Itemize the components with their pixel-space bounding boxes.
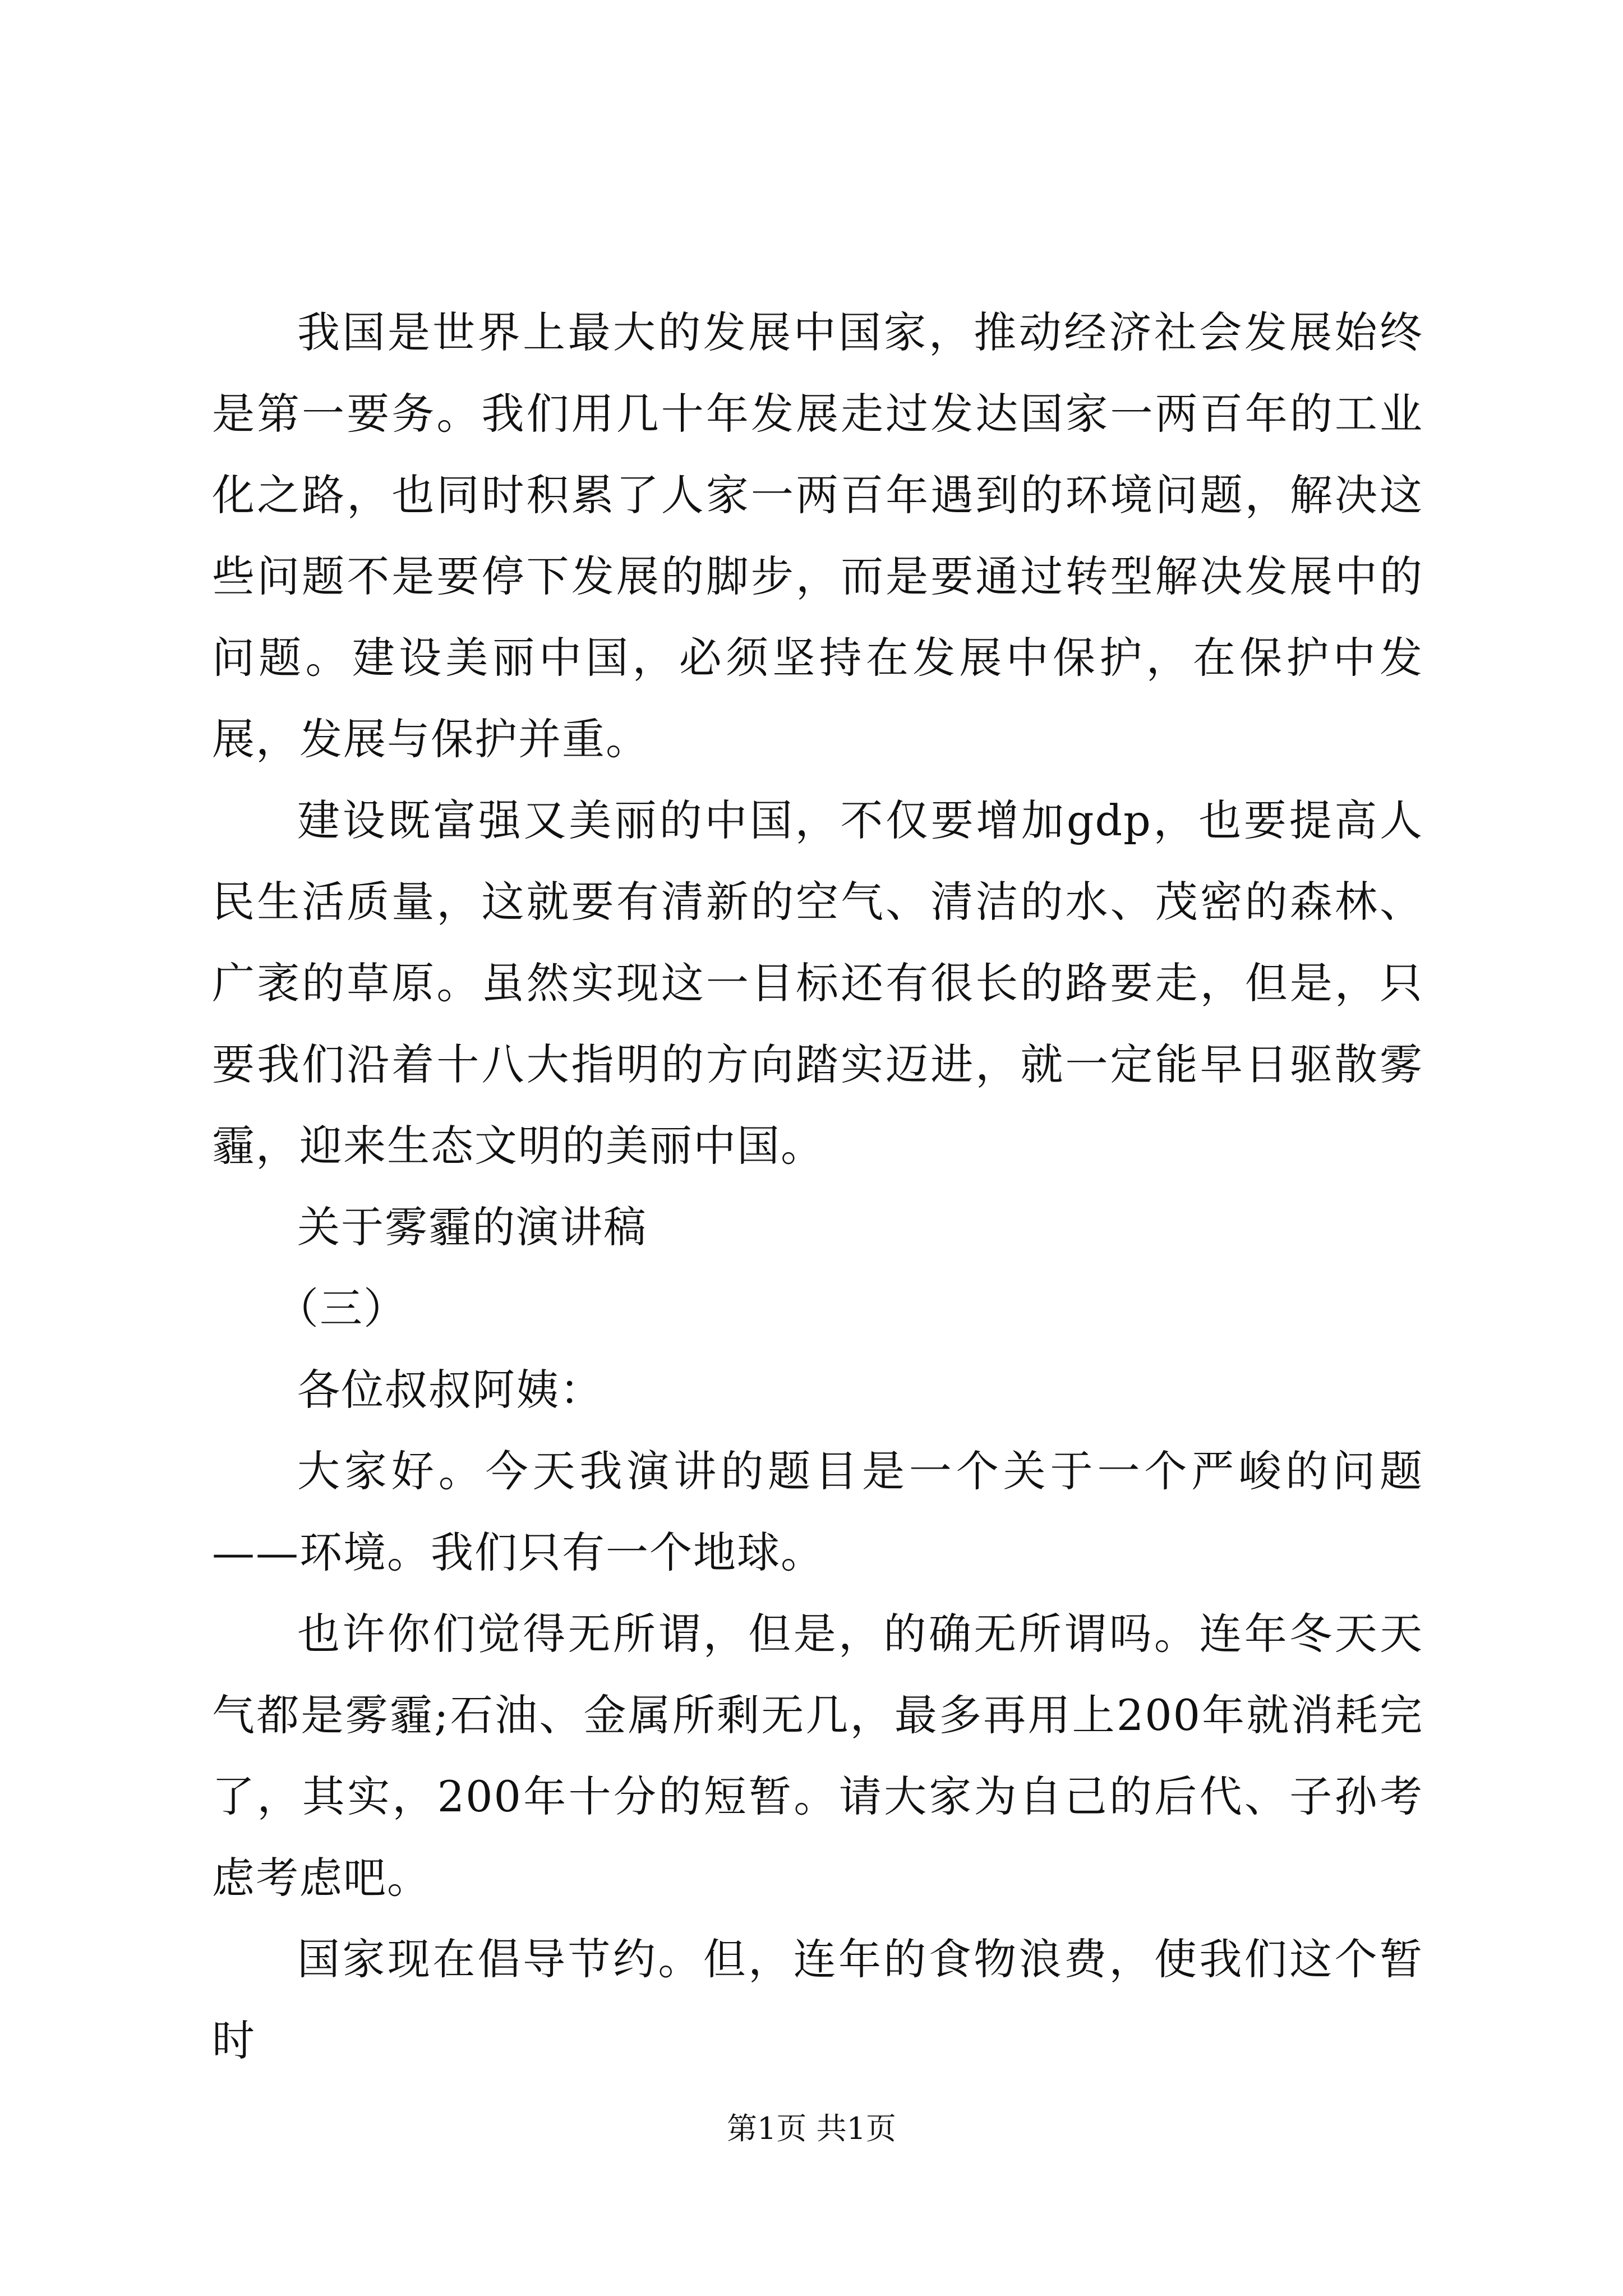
document-body	[212, 292, 1423, 2081]
paragraph-frugality: 国家现在倡导节约。但，连年的食物浪费，使我们这个暂时	[212, 1934, 1423, 2065]
paragraph-development: 我国是世界上最大的发展中国家，推动经济社会发展始终是第一要务。我们用几十年发展走过发达国家一两百年的工业化之路，也同时积累了人家一两百年遇到的环境问题，解决这些问题不是要停下发展的脚步，而是要通过转型解决发展中的问题。建设美丽中国，必须坚持在发展中保护，在保护中发展，发展与保护并重。	[212, 307, 1423, 764]
salutation: 各位叔叔阿姨：	[297, 1365, 603, 1415]
section-number: （三）	[276, 1283, 407, 1333]
paragraph-greeting: 大家好。今天我演讲的题目是一个关于一个严峻的问题——环境。我们只有一个地球。	[212, 1446, 1423, 1577]
page-footer: 第1页 共1页	[727, 2111, 896, 2146]
paragraph-resources: 也许你们觉得无所谓，但是，的确无所谓吗。连年冬天天气都是雾霾;石油、金属所剩无几，最多再用上200年就消耗完了，其实，200年十分的短暂。请大家为自己的后代、子孙考虑考虑吧。	[212, 1609, 1423, 1903]
paragraph-beautiful-china: 建设既富强又美丽的中国，不仅要增加gdp，也要提高人民生活质量，这就要有清新的空气、清洁的水、茂密的森林、广袤的草原。虽然实现这一目标还有很长的路要走，但是，只要我们沿着十八大指明的方向踏实迈进，就一定能早日驱散雾霾，迎来生态文明的美丽中国。	[212, 795, 1423, 1171]
speech-title: 关于雾霾的演讲稿	[297, 1202, 647, 1252]
